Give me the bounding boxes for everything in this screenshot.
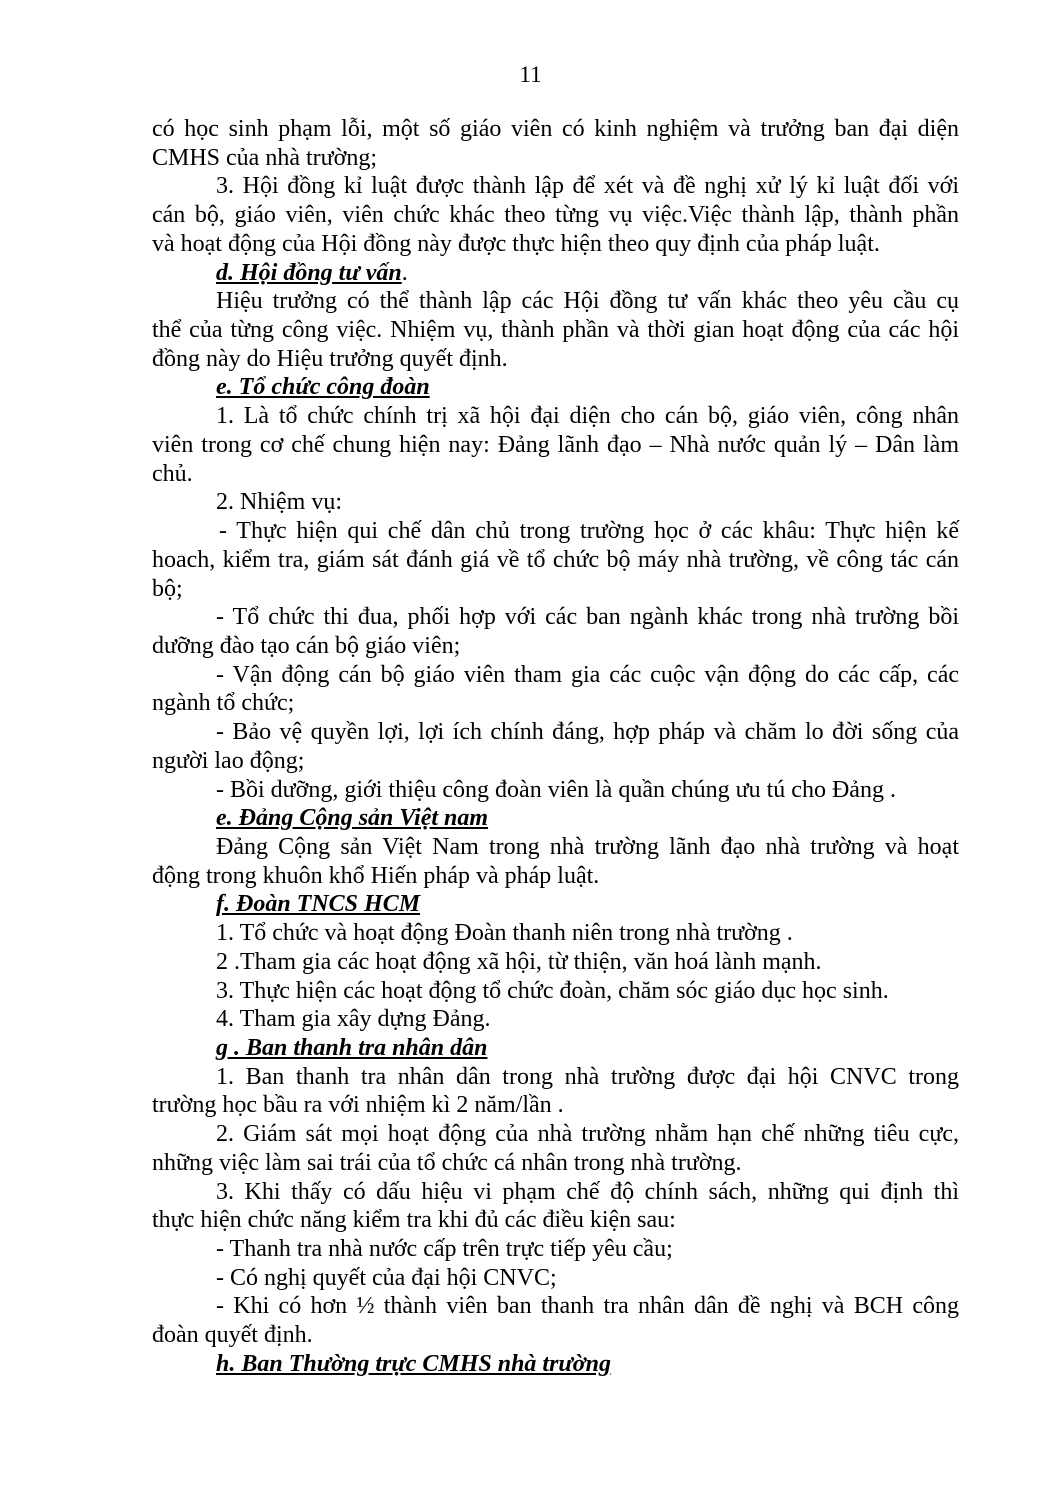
section-heading-text: f. Đoàn TNCS HCM <box>216 891 421 918</box>
section-heading-text: h. Ban Thường trực CMHS nhà trường <box>216 1350 612 1377</box>
section-heading-text: g . Ban thanh tra nhân dân <box>216 1035 488 1061</box>
section-heading-text: e. Tổ chức công đoàn <box>216 374 430 401</box>
section-heading <box>152 804 959 833</box>
text-line: những việc làm sai trái của tổ chức cá nhân trong nhà trường. <box>152 1149 742 1176</box>
text-line: chủ. <box>152 460 193 487</box>
text-line: - Vận động cán bộ giáo viên tham gia các cuộc vận động do các cấp, các <box>216 661 959 688</box>
text-line: 2. Nhiệm vụ: <box>216 489 342 516</box>
text-line: - Bảo vệ quyền lợi, lợi ích chính đáng, hợp pháp và chăm lo đời sống của <box>216 719 959 746</box>
text-line: ngành tổ chức; <box>152 690 295 717</box>
text-line: 3. Hội đồng kỉ luật được thành lập để xét và đề nghị xử lý kỉ luật đối với <box>216 173 959 200</box>
text-line: thể của từng công việc. Nhiệm vụ, thành phần và thời gian hoạt động của các hội <box>152 317 959 344</box>
text-line: dưỡng đào tạo cán bộ giáo viên; <box>152 632 461 659</box>
section-heading <box>152 1350 959 1379</box>
text-line: viên trong cơ chế chung hiện nay: Đảng lãnh đạo – Nhà nước quản lý – Dân làm <box>152 431 959 458</box>
text-line: thực hiện chức năng kiểm tra khi đủ các điều kiện sau: <box>152 1207 676 1234</box>
text-line: 4. Tham gia xây dựng Đảng. <box>216 1006 491 1033</box>
text-line: - Có nghị quyết của đại hội CNVC; <box>216 1264 557 1291</box>
text-line: động trong khuôn khổ Hiến pháp và pháp luật. <box>152 862 600 889</box>
text-line: Hiệu trưởng có thể thành lập các Hội đồng tư vấn khác theo yêu cầu cụ <box>216 288 959 315</box>
section-heading-suffix: . <box>401 259 408 286</box>
text-line: - Tổ chức thi đua, phối hợp với các ban ngành khác trong nhà trường bồi <box>216 604 959 631</box>
text-line: 1. Ban thanh tra nhân dân trong nhà trường được đại hội CNVC trong <box>216 1063 959 1090</box>
text-line: đồng này do Hiệu trưởng quyết định. <box>152 345 508 372</box>
section-heading <box>152 890 959 919</box>
text-line: có học sinh phạm lỗi, một số giáo viên có kinh nghiệm và trưởng ban đại diện <box>152 116 959 142</box>
text-line: trường học bầu ra với nhiệm kì 2 năm/lần . <box>152 1092 564 1119</box>
text-line: - Khi có hơn ½ thành viên ban thanh tra nhân dân đề nghị và BCH công <box>216 1293 959 1320</box>
text-line: đoàn quyết định. <box>152 1322 313 1349</box>
text-line: 3. Khi thấy có dấu hiệu vi phạm chế độ chính sách, những qui định thì <box>216 1178 959 1205</box>
text-line: - Thực hiện qui chế dân chủ trong trường học ở các khâu: Thực hiện kế <box>219 518 959 545</box>
text-line: 2. Giám sát mọi hoạt động của nhà trường nhằm hạn chế những tiêu cực, <box>216 1121 959 1148</box>
text-line: và hoạt động của Hội đồng này được thực hiện theo quy định của pháp luật. <box>152 230 880 257</box>
text-line: người lao động; <box>152 747 305 774</box>
section-heading-text: e. Đảng Cộng sản Việt nam <box>216 805 489 832</box>
section-heading <box>152 373 959 402</box>
text-line: 2 .Tham gia các hoạt động xã hội, từ thiện, văn hoá lành mạnh. <box>216 948 822 975</box>
text-line: CMHS của nhà trường; <box>152 144 378 171</box>
text-line: - Thanh tra nhà nước cấp trên trực tiếp yêu cầu; <box>216 1236 673 1263</box>
text-line: bộ; <box>152 575 183 602</box>
text-line: 3. Thực hiện các hoạt động tổ chức đoàn, chăm sóc giáo dục học sinh. <box>216 977 889 1004</box>
text-line: Đảng Cộng sản Việt Nam trong nhà trường lãnh đạo nhà trường và hoạt <box>216 833 959 860</box>
section-heading <box>152 259 959 288</box>
text-line: - Bồi dưỡng, giới thiệu công đoàn viên là quần chúng ưu tú cho Đảng . <box>216 776 896 803</box>
page-number: 11 <box>519 62 542 87</box>
section-heading <box>152 1034 959 1063</box>
text-line: 1. Là tổ chức chính trị xã hội đại diện cho cán bộ, giáo viên, công nhân <box>216 403 959 430</box>
text-line: hoach, kiểm tra, giám sát đánh giá về tổ chức bộ máy nhà trường, về công tác cán <box>152 546 959 573</box>
text-line: 1. Tổ chức và hoạt động Đoàn thanh niên trong nhà trường . <box>216 920 793 947</box>
text-line: cán bộ, giáo viên, viên chức khác theo từng vụ việc.Việc thành lập, thành phần <box>152 202 959 229</box>
section-heading-text: d. Hội đồng tư vấn <box>216 259 402 286</box>
document-body <box>152 115 959 1379</box>
